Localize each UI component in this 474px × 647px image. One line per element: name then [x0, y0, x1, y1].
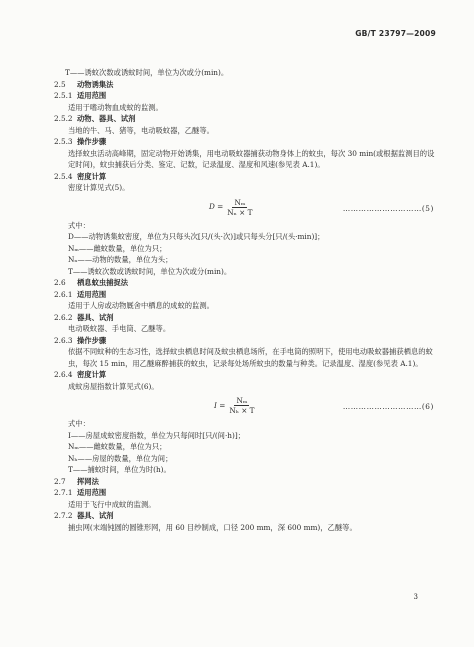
- formula-lhs: I =: [214, 400, 226, 410]
- variable-definition: Nₙ——动物的数量，单位为头；: [68, 255, 173, 264]
- formula-number: …………………………(5): [342, 203, 434, 213]
- body-text: 密度计算见式(5)。: [68, 183, 130, 192]
- section-heading: 2.5 动物诱集法: [54, 79, 114, 89]
- variable-definition: Nₕ——房屋的数量，单位为间；: [68, 453, 173, 463]
- variable-definition: T——诱蚊次数或诱蚊时间，单位为次或分(min)。: [65, 68, 229, 77]
- subsection-heading: 2.7.1 适用范围: [54, 488, 107, 497]
- body-text: 适用于人房或动物厩舍中栖息的成蚊的监测。: [68, 301, 214, 310]
- variable-definition: Nₘ——雌蚊数量，单位为只；: [68, 243, 167, 253]
- formula-fraction: [227, 198, 252, 217]
- formula-numerator: Nₘ: [236, 396, 248, 405]
- subsection-heading: 2.5.4 密度计算: [54, 171, 107, 181]
- body-text: 适用于嗜动物血成蚊的监测。: [68, 102, 163, 112]
- subsection-heading: 2.6.3 操作步骤: [54, 335, 107, 345]
- formula-lhs: D =: [209, 202, 224, 212]
- where-label: 式中：: [68, 419, 90, 428]
- formula-fraction: [229, 396, 254, 415]
- subsection-heading: 2.6.4 密度计算: [54, 370, 107, 379]
- body-text: 选择蚊虫活动高峰期，固定动物开始诱集，用电动吸蚊器捕获动物身体上的蚊虫，每次 30 min(或根据监测目的设定时间)，蚊虫捕获后分类、鉴定、记数，记录温度、湿度和风速(参见表 A.1)。: [68, 148, 435, 169]
- formula-denominator: Nₙ × T: [227, 207, 253, 217]
- subsection-heading: 2.6.1 适用范围: [54, 289, 107, 299]
- standard-code: GB/T 23797—2009: [355, 29, 436, 38]
- body-text: 成蚊房屋指数计算见式(6)。: [68, 381, 159, 391]
- body-text: 当地的牛、马、猪等，电动吸蚊器，乙醚等。: [68, 125, 214, 135]
- subsection-heading: 2.5.2 动物、器具、试剂: [54, 114, 136, 123]
- page-content: [54, 67, 436, 533]
- subsection-heading: 2.5.3 操作步骤: [54, 137, 107, 146]
- page-number: 3: [413, 593, 418, 601]
- body-text: 依据不同蚊种的生态习性，选择蚊虫栖息时间及蚊虫栖息场所，在手电筒的照明下，使用电动吸蚊器捕获栖息的蚊虫，每次 15 min，用乙醚麻醉捕获的蚊虫，记录每处场所蚊虫的数量与种类。记录温度、湿度(参见表 A.1)。: [68, 347, 433, 368]
- variable-definition: T——诱蚊次数或诱蚊时间，单位为次或分(min)。: [68, 266, 232, 276]
- subsection-heading: 2.7.2 器具、试剂: [54, 511, 114, 520]
- formula-5: [54, 196, 436, 218]
- section-heading: 2.6 栖息蚊虫捕捉法: [54, 278, 129, 287]
- variable-definition: I——房屋成蚊密度指数，单位为只每间时[只/(间·h)]；: [68, 430, 245, 440]
- body-text: 电动吸蚊器、手电筒、乙醚等。: [68, 324, 171, 333]
- where-label: 式中：: [68, 220, 90, 230]
- section-heading: 2.7 挥网法: [54, 476, 99, 486]
- subsection-heading: 2.6.2 器具、试剂: [54, 312, 114, 322]
- body-text: 捕虫网(末端钝圆的圆锥形网，用 60 目纱制成，口径 200 mm，深 600 mm)，乙醚等。: [68, 522, 357, 532]
- body-text: 适用于飞行中成蚊的监测。: [68, 499, 156, 509]
- formula-number: …………………………(6): [342, 402, 434, 411]
- variable-definition: Nₘ——雌蚊数量，单位为只；: [68, 442, 167, 451]
- formula-denominator: Nₕ × T: [229, 406, 255, 415]
- subsection-heading: 2.5.1 适用范围: [54, 91, 107, 100]
- formula-numerator: Nₘ: [234, 197, 246, 207]
- variable-definition: T——捕蚊时间，单位为时(h)。: [68, 465, 171, 474]
- variable-definition: D——动物诱集蚊密度，单位为只每头次[只/(头·次)]或只每头分[只/(头·min)]；: [68, 232, 325, 241]
- formula-6: [54, 394, 436, 416]
